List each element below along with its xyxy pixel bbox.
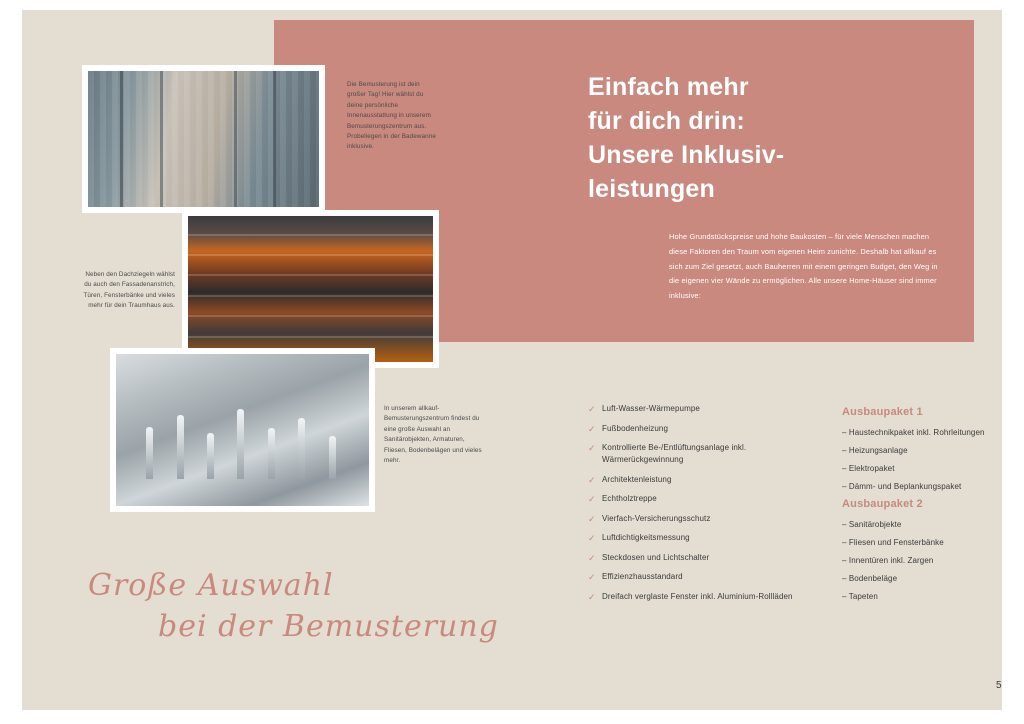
list-item-label: Vierfach-Versicherungsschutz: [602, 513, 711, 523]
list-item-label: Dreifach verglaste Fenster inkl. Aluminium-Rollläden: [602, 591, 793, 601]
tile-slats-decoration: [188, 216, 433, 362]
headline-line-4: leistungen: [588, 175, 716, 203]
photo-faucets: [110, 348, 375, 512]
list-item-label: Steckdosen und Lichtschalter: [602, 552, 710, 562]
list-item: [588, 403, 828, 415]
slogan-line-1: Große Auswahl: [88, 568, 334, 603]
list-item-label: Architektenleistung: [602, 474, 672, 484]
check-icon: ✓: [588, 423, 596, 434]
photo-faucets-image: [116, 354, 369, 506]
package-block-2: [842, 498, 1017, 609]
package-item: – Fliesen und Fensterbänke: [842, 538, 944, 548]
package-item: – Haustechnikpaket inkl. Rohrleitungen: [842, 428, 985, 437]
check-icon: ✓: [588, 572, 596, 582]
list-item: [588, 571, 828, 583]
list-item: [588, 423, 828, 435]
package-item: – Dämm- und Beplankungspaket: [842, 482, 962, 492]
check-icon: ✓: [588, 533, 596, 543]
caption-faucets: In unserem allkauf-Bemusterungszentrum findest du eine große Auswahl an Sanitärobjekten, Armaturen, Fliesen, Bodenbelägen und vieles mehr.: [384, 405, 482, 464]
headline-line-2: für dich drin:: [588, 107, 745, 135]
list-item: [588, 552, 828, 564]
photo-roof-tiles-image: [188, 216, 433, 362]
package-title: Ausbaupaket 1: [842, 406, 923, 418]
check-icon: ✓: [588, 474, 596, 485]
caption-consultation: Die Bemusterung ist dein großer Tag! Hier wählst du deine persönliche Innenausstattung in unserem Bemusterungszentrum aus. Probeliegen in der Badewanne inklusive.: [347, 81, 436, 151]
package-item: – Innentüren inkl. Zargen: [842, 556, 934, 566]
photo-consultation-image: [88, 71, 319, 207]
check-icon: ✓: [588, 552, 596, 563]
check-icon: ✓: [588, 591, 596, 602]
list-item-label: Effizienzhausstandard: [602, 572, 683, 581]
photo-texture: [88, 71, 319, 207]
faucet-shapes-decoration: [116, 354, 369, 506]
slogan-line-2: bei der Bemusterung: [158, 608, 499, 644]
slogan: [88, 566, 508, 647]
photo-consultation: [82, 65, 325, 213]
list-item: [588, 493, 828, 505]
list-item-label: Luftdichtigkeitsmessung: [602, 533, 690, 542]
headline-line-1: Einfach mehr: [588, 73, 749, 101]
intro-paragraph: Hohe Grundstückspreise und hohe Baukosten – für viele Menschen machen diese Faktoren den Traum vom eigenen Heim zunichte. Deshalb hat allkauf es sich zum Ziel gesetzt, auch Bauherren mit einem geringen Budget, den Weg in die eigenen vier Wände zu ermöglichen. Alle unsere Home-Häuser sind immer inklusive:: [669, 232, 938, 301]
photo-roof-tiles: [182, 210, 439, 368]
package-item: – Heizungsanlage: [842, 446, 908, 456]
list-item: [588, 442, 828, 466]
package-item: – Tapeten: [842, 592, 878, 602]
check-icon: ✓: [588, 513, 596, 524]
check-icon: ✓: [588, 494, 596, 504]
package-item: – Bodenbeläge: [842, 574, 898, 584]
list-item-label: Echtholztreppe: [602, 494, 657, 503]
caption-roof-tiles: Neben den Dachziegeln wählst du auch den Fassadenanstrich, Türen, Fensterbänke und vieles mehr für dein Traumhaus aus.: [83, 271, 175, 310]
list-item-label: Kontrollierte Be-/Entlüftungsanlage inkl. Wärmerückgewinnung: [602, 443, 747, 464]
package-block-1: [842, 406, 1017, 499]
list-item-label: Fußbodenheizung: [602, 423, 668, 433]
list-item: [588, 591, 828, 603]
page-canvas: [22, 10, 1002, 710]
check-icon: ✓: [588, 443, 596, 453]
list-item: [588, 532, 828, 544]
package-item: – Elektropaket: [842, 464, 895, 474]
page-number: 5: [996, 680, 1002, 691]
package-item: – Sanitärobjekte: [842, 520, 902, 529]
list-item-label: Luft-Wasser-Wärmepumpe: [602, 404, 700, 413]
list-item: [588, 474, 828, 486]
page-title: [588, 70, 918, 206]
check-icon: ✓: [588, 404, 596, 414]
list-item: [588, 513, 828, 525]
headline-line-3: Unsere Inklusiv-: [588, 141, 785, 169]
package-title: Ausbaupaket 2: [842, 498, 923, 510]
inclusive-services-list: [588, 403, 828, 610]
